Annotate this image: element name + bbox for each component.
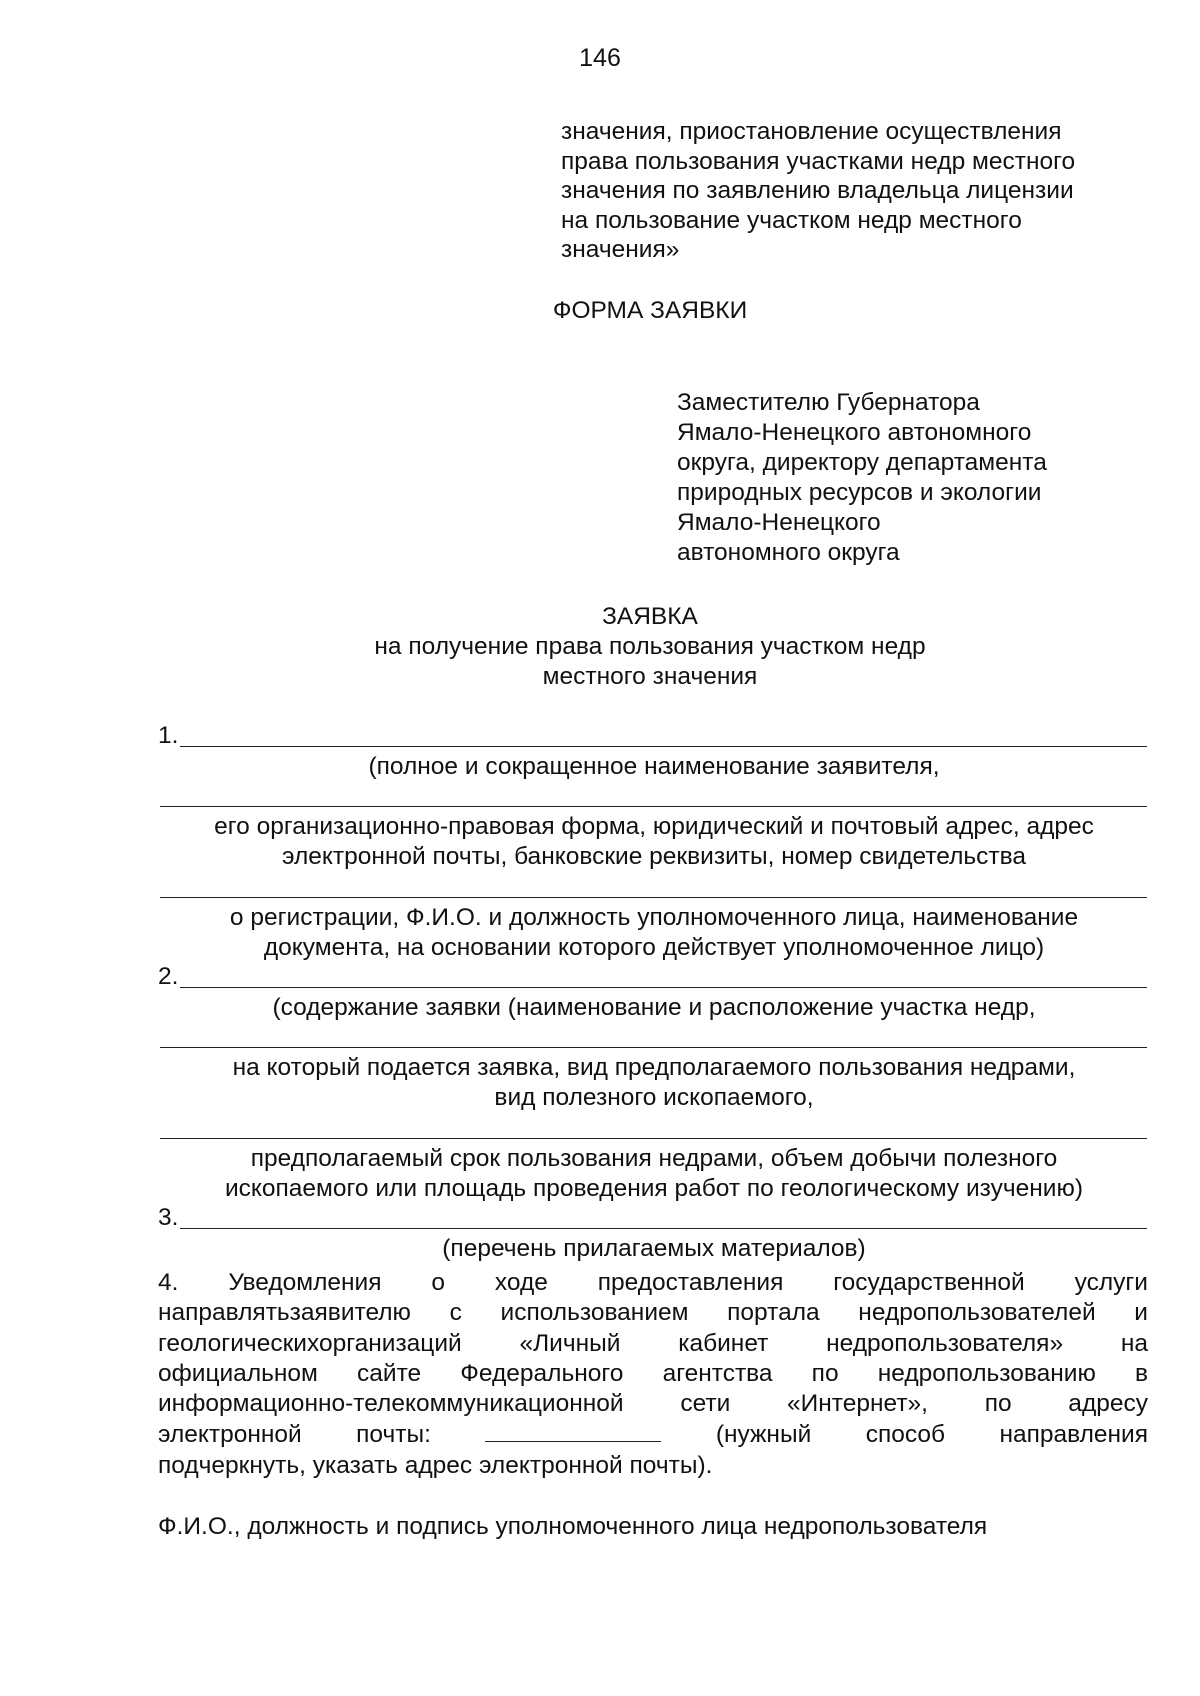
item-4-line: официальном сайте Федерального агентства по недропользованию в bbox=[158, 1359, 1148, 1387]
item-1-caption: (полное и сокращенное наименование заявителя, bbox=[368, 753, 940, 780]
header-line: значения» bbox=[561, 236, 680, 263]
item-3-number: 3. bbox=[158, 1204, 179, 1231]
addressee-line: округа, директору департамента bbox=[677, 449, 1047, 476]
item-2-caption-2a: на который подается заявка, вид предполагаемого пользования недрами, bbox=[232, 1054, 1076, 1081]
title-subtitle: на получение права пользования участком недр bbox=[374, 633, 926, 660]
item-4-line: подчеркнуть, указать адрес электронной почты). bbox=[158, 1451, 713, 1479]
item-3-caption: (перечень прилагаемых материалов) bbox=[442, 1235, 866, 1262]
header-line: на пользование участком недр местного bbox=[561, 206, 1022, 234]
addressee-line: Ямало-Ненецкого автономного bbox=[677, 419, 1032, 446]
item-2-caption: (содержание заявки (наименование и расположение участка недр, bbox=[272, 994, 1036, 1021]
title-subtitle: местного значения bbox=[542, 663, 758, 690]
item-2-field-line-2[interactable] bbox=[160, 1047, 1147, 1048]
header-line: значения по заявлению владельца лицензии bbox=[561, 177, 1074, 204]
item-1-number: 1. bbox=[158, 722, 179, 749]
email-method-note: (нужный способ направления bbox=[715, 1421, 1148, 1449]
item-1-caption-2b: электронной почты, банковские реквизиты, номер свидетельства bbox=[282, 843, 1026, 870]
item-1-caption-3b: документа, на основании которого действует уполномоченное лицо) bbox=[263, 934, 1045, 961]
item-2-caption-3a: предполагаемый срок пользования недрами, объем добычи полезного bbox=[250, 1145, 1058, 1172]
item-4-line-email bbox=[158, 1419, 1148, 1450]
document-title bbox=[0, 602, 1200, 692]
item-4-line: информационно-телекоммуникационной сети «Интернет», по адресу bbox=[158, 1390, 1148, 1418]
item-2-field-line-3[interactable] bbox=[160, 1138, 1147, 1139]
item-2-number: 2. bbox=[158, 963, 179, 990]
email-label: электронной почты: bbox=[158, 1421, 431, 1449]
addressee-line: Заместителю Губернатора bbox=[677, 389, 980, 416]
item-4-line: геологическихорганизаций «Личный кабинет недропользователя» на bbox=[158, 1329, 1148, 1357]
email-blank-field[interactable] bbox=[485, 1419, 661, 1442]
item-2-field-line[interactable] bbox=[180, 987, 1147, 988]
item-2-caption-3b: ископаемого или площадь проведения работ по геологическому изучению) bbox=[224, 1175, 1083, 1202]
addressee-line: автономного округа bbox=[677, 539, 900, 566]
item-1-caption-2a: его организационно-правовая форма, юридический и почтовый адрес, адрес bbox=[214, 813, 1094, 840]
item-4-line: направлятьзаявителю с использованием портала недропользователей и bbox=[158, 1299, 1148, 1327]
title-main: ЗАЯВКА bbox=[602, 603, 698, 630]
header-line: значения, приостановление осуществления bbox=[561, 118, 1062, 145]
item-2-caption-2b: вид полезного ископаемого, bbox=[494, 1084, 814, 1111]
item-1-field-line[interactable] bbox=[180, 746, 1147, 747]
addressee-block bbox=[677, 388, 1047, 568]
addressee-line: Ямало-Ненецкого bbox=[677, 509, 881, 536]
item-4-line: 4. Уведомления о ходе предоставления государственной услуги bbox=[158, 1269, 1148, 1296]
header-line: права пользования участками недр местного bbox=[561, 147, 1076, 175]
signature-line: Ф.И.О., должность и подпись уполномоченного лица недропользователя bbox=[158, 1513, 988, 1540]
addressee-line: природных ресурсов и экологии bbox=[677, 479, 1042, 506]
header-reference bbox=[561, 117, 1075, 265]
item-4-paragraph bbox=[158, 1268, 1148, 1481]
page-number: 146 bbox=[579, 44, 621, 72]
item-3-field-line[interactable] bbox=[180, 1228, 1147, 1229]
form-label: ФОРМА ЗАЯВКИ bbox=[552, 297, 748, 324]
item-1-caption-3a: о регистрации, Ф.И.О. и должность уполномоченного лица, наименование bbox=[229, 904, 1079, 931]
item-1-field-line-2[interactable] bbox=[160, 806, 1147, 807]
item-1-field-line-3[interactable] bbox=[160, 897, 1147, 898]
